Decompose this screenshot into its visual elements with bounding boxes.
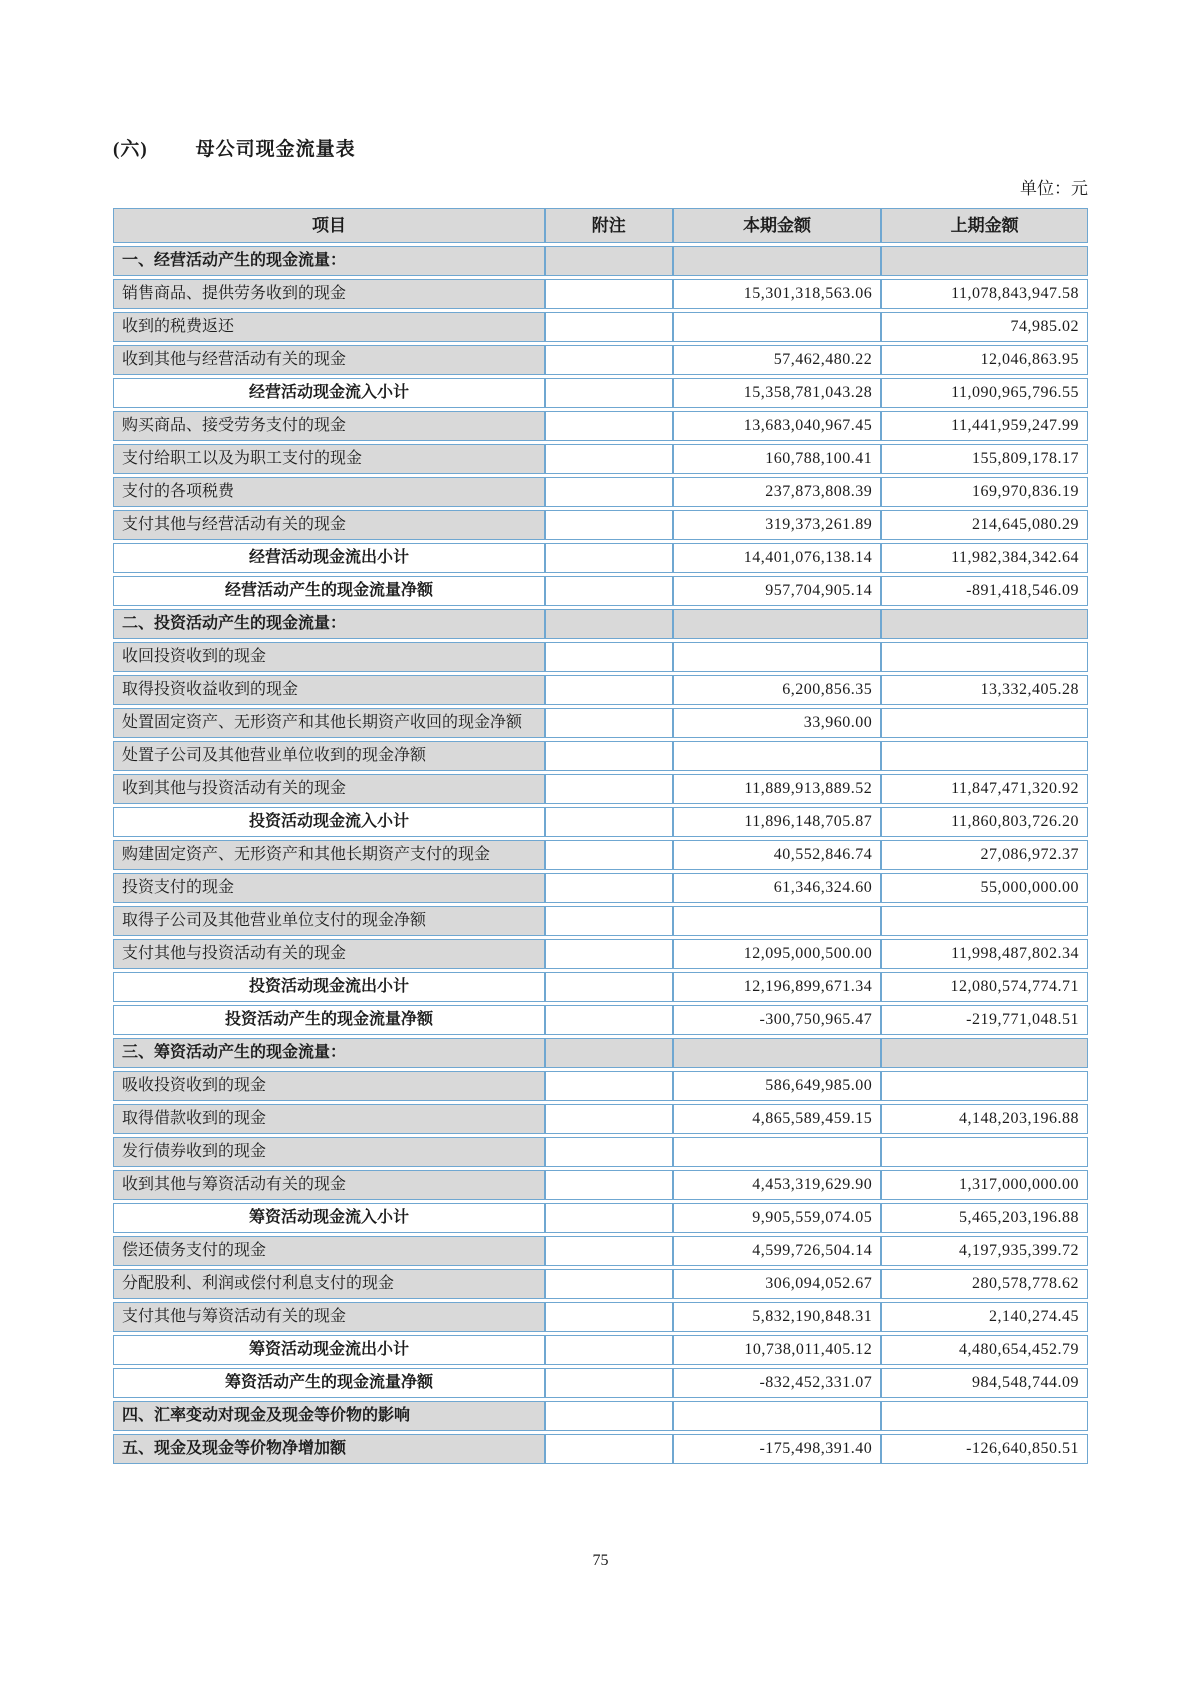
cell-current-amount: 4,599,726,504.14 [673,1236,882,1266]
table-row [113,1005,1088,1035]
cell-prior-amount [881,1038,1088,1068]
cell-current-amount: 160,788,100.41 [673,444,882,474]
cell-current-amount: -300,750,965.47 [673,1005,882,1035]
column-header-0: 项目 [113,208,545,243]
cell-current-amount: 586,649,985.00 [673,1071,882,1101]
cell-prior-amount: 2,140,274.45 [881,1302,1088,1332]
cell-current-amount: -832,452,331.07 [673,1368,882,1398]
table-row [113,840,1088,870]
cell-current-amount [673,741,882,771]
cell-prior-amount: 280,578,778.62 [881,1269,1088,1299]
table-row [113,1269,1088,1299]
cell-prior-amount [881,708,1088,738]
cell-prior-amount: 27,086,972.37 [881,840,1088,870]
table-row [113,774,1088,804]
cell-item-label: 投资活动现金流出小计 [113,972,545,1002]
cell-item-label: 投资活动产生的现金流量净额 [113,1005,545,1035]
cell-note [545,774,673,804]
cell-item-label: 投资支付的现金 [113,873,545,903]
table-row [113,1401,1088,1431]
cell-item-label: 收到的税费返还 [113,312,545,342]
cell-prior-amount: 5,465,203,196.88 [881,1203,1088,1233]
cell-current-amount [673,1137,882,1167]
cell-current-amount: 14,401,076,138.14 [673,543,882,573]
cell-current-amount: 11,896,148,705.87 [673,807,882,837]
cell-item-label: 购建固定资产、无形资产和其他长期资产支付的现金 [113,840,545,870]
cell-prior-amount: 11,441,959,247.99 [881,411,1088,441]
cell-prior-amount: 11,998,487,802.34 [881,939,1088,969]
cell-prior-amount: 11,090,965,796.55 [881,378,1088,408]
table-row [113,246,1088,276]
cell-item-label: 发行债券收到的现金 [113,1137,545,1167]
cell-note [545,543,673,573]
cell-current-amount [673,609,882,639]
cell-note [545,312,673,342]
cell-item-label: 处置固定资产、无形资产和其他长期资产收回的现金净额 [113,708,545,738]
title-text: 母公司现金流量表 [195,139,356,160]
cell-prior-amount: -891,418,546.09 [881,576,1088,606]
table-row [113,576,1088,606]
table-row [113,279,1088,309]
cell-prior-amount [881,741,1088,771]
cell-item-label: 收到其他与筹资活动有关的现金 [113,1170,545,1200]
cell-note [545,1302,673,1332]
cell-item-label: 二、投资活动产生的现金流量： [113,609,545,639]
cell-item-label: 支付其他与筹资活动有关的现金 [113,1302,545,1332]
cell-prior-amount: 12,080,574,774.71 [881,972,1088,1002]
table-row [113,807,1088,837]
table-row [113,345,1088,375]
cell-prior-amount: 11,078,843,947.58 [881,279,1088,309]
cell-note [545,1434,673,1464]
table-row [113,609,1088,639]
cell-current-amount: 40,552,846.74 [673,840,882,870]
cell-item-label: 筹资活动现金流入小计 [113,1203,545,1233]
cell-prior-amount: 984,548,744.09 [881,1368,1088,1398]
table-row [113,675,1088,705]
table-row [113,411,1088,441]
cell-note [545,1236,673,1266]
table-row [113,543,1088,573]
cell-note [545,873,673,903]
cell-item-label: 收到其他与经营活动有关的现金 [113,345,545,375]
cell-item-label: 经营活动现金流出小计 [113,543,545,573]
table-row [113,708,1088,738]
cell-note [545,576,673,606]
cell-item-label: 偿还债务支付的现金 [113,1236,545,1266]
cell-item-label: 筹资活动现金流出小计 [113,1335,545,1365]
table-row [113,873,1088,903]
cell-prior-amount [881,1401,1088,1431]
cell-current-amount: 12,095,000,500.00 [673,939,882,969]
cell-item-label: 取得借款收到的现金 [113,1104,545,1134]
unit-label: 单位：元 [1020,179,1088,198]
cell-note [545,1335,673,1365]
table-row [113,1170,1088,1200]
cell-prior-amount [881,246,1088,276]
cash-flow-table [113,205,1088,1467]
cell-item-label: 投资活动现金流入小计 [113,807,545,837]
cell-item-label: 处置子公司及其他营业单位收到的现金净额 [113,741,545,771]
cell-prior-amount: 169,970,836.19 [881,477,1088,507]
cell-note [545,345,673,375]
cell-current-amount: 4,453,319,629.90 [673,1170,882,1200]
cell-current-amount: 12,196,899,671.34 [673,972,882,1002]
cell-prior-amount: 11,860,803,726.20 [881,807,1088,837]
cell-note [545,840,673,870]
cell-note [545,1137,673,1167]
cell-item-label: 分配股利、利润或偿付利息支付的现金 [113,1269,545,1299]
cell-note [545,411,673,441]
cell-prior-amount [881,1071,1088,1101]
cell-note [545,279,673,309]
cell-current-amount [673,906,882,936]
cell-note [545,246,673,276]
cell-current-amount [673,1038,882,1068]
cell-prior-amount: 4,197,935,399.72 [881,1236,1088,1266]
cell-prior-amount [881,609,1088,639]
cell-note [545,972,673,1002]
table-row [113,642,1088,672]
cell-note [545,444,673,474]
cell-note [545,675,673,705]
cell-current-amount: 5,832,190,848.31 [673,1302,882,1332]
cell-prior-amount: 11,982,384,342.64 [881,543,1088,573]
cell-note [545,1038,673,1068]
cell-prior-amount: 13,332,405.28 [881,675,1088,705]
table-row [113,510,1088,540]
table-row [113,1104,1088,1134]
cell-item-label: 经营活动产生的现金流量净额 [113,576,545,606]
cell-note [545,939,673,969]
table-row [113,741,1088,771]
cell-prior-amount: 55,000,000.00 [881,873,1088,903]
cell-current-amount: 10,738,011,405.12 [673,1335,882,1365]
column-header-2: 本期金额 [673,208,882,243]
cell-note [545,642,673,672]
cell-current-amount: 57,462,480.22 [673,345,882,375]
cell-item-label: 一、经营活动产生的现金流量： [113,246,545,276]
table-row [113,1335,1088,1365]
cell-item-label: 经营活动现金流入小计 [113,378,545,408]
cell-prior-amount: 12,046,863.95 [881,345,1088,375]
table-row [113,1203,1088,1233]
table-row [113,312,1088,342]
cell-note [545,807,673,837]
cell-current-amount: 13,683,040,967.45 [673,411,882,441]
cell-current-amount: 33,960.00 [673,708,882,738]
table-row [113,972,1088,1002]
table-row [113,1434,1088,1464]
cell-prior-amount [881,642,1088,672]
cell-item-label: 四、汇率变动对现金及现金等价物的影响 [113,1401,545,1431]
table-row [113,444,1088,474]
cell-current-amount: 9,905,559,074.05 [673,1203,882,1233]
cell-item-label: 支付其他与投资活动有关的现金 [113,939,545,969]
cell-current-amount: 6,200,856.35 [673,675,882,705]
cell-item-label: 支付其他与经营活动有关的现金 [113,510,545,540]
cell-note [545,609,673,639]
cell-current-amount [673,642,882,672]
cell-current-amount: 957,704,905.14 [673,576,882,606]
cell-note [545,1401,673,1431]
cell-note [545,1170,673,1200]
cell-item-label: 购买商品、接受劳务支付的现金 [113,411,545,441]
cell-item-label: 吸收投资收到的现金 [113,1071,545,1101]
cell-note [545,1071,673,1101]
column-header-3: 上期金额 [881,208,1088,243]
table-row [113,1236,1088,1266]
table-row [113,1038,1088,1068]
cell-prior-amount: 4,480,654,452.79 [881,1335,1088,1365]
header-row [113,208,1088,243]
cell-note [545,1104,673,1134]
cell-item-label: 收回投资收到的现金 [113,642,545,672]
cell-prior-amount: 11,847,471,320.92 [881,774,1088,804]
cell-current-amount [673,312,882,342]
cell-note [545,1005,673,1035]
cell-item-label: 三、筹资活动产生的现金流量： [113,1038,545,1068]
cell-prior-amount: -126,640,850.51 [881,1434,1088,1464]
table-row [113,1302,1088,1332]
cell-current-amount: 4,865,589,459.15 [673,1104,882,1134]
table-row [113,1368,1088,1398]
cell-prior-amount: 214,645,080.29 [881,510,1088,540]
cell-current-amount [673,246,882,276]
cell-current-amount: 319,373,261.89 [673,510,882,540]
cell-prior-amount [881,906,1088,936]
column-header-1: 附注 [545,208,673,243]
page-title [113,134,356,161]
cell-note [545,477,673,507]
section-number-label: (六) [113,139,148,160]
cell-item-label: 筹资活动产生的现金流量净额 [113,1368,545,1398]
cell-note [545,1203,673,1233]
cell-note [545,708,673,738]
table-row [113,939,1088,969]
cell-note [545,378,673,408]
table-row [113,477,1088,507]
cell-note [545,741,673,771]
cell-item-label: 取得子公司及其他营业单位支付的现金净额 [113,906,545,936]
cell-note [545,1269,673,1299]
cell-current-amount: 15,358,781,043.28 [673,378,882,408]
cell-current-amount: 306,094,052.67 [673,1269,882,1299]
cell-prior-amount: 74,985.02 [881,312,1088,342]
cell-item-label: 支付的各项税费 [113,477,545,507]
cell-current-amount: 237,873,808.39 [673,477,882,507]
cell-prior-amount: -219,771,048.51 [881,1005,1088,1035]
cell-current-amount [673,1401,882,1431]
cell-prior-amount: 1,317,000,000.00 [881,1170,1088,1200]
cell-item-label: 支付给职工以及为职工支付的现金 [113,444,545,474]
cell-prior-amount: 155,809,178.17 [881,444,1088,474]
cell-current-amount: 61,346,324.60 [673,873,882,903]
cell-note [545,1368,673,1398]
table-row [113,378,1088,408]
cell-note [545,510,673,540]
cell-prior-amount [881,1137,1088,1167]
table-row [113,1137,1088,1167]
cell-item-label: 五、现金及现金等价物净增加额 [113,1434,545,1464]
cell-prior-amount: 4,148,203,196.88 [881,1104,1088,1134]
cell-note [545,906,673,936]
page-number: 75 [592,1552,609,1569]
cell-current-amount: -175,498,391.40 [673,1434,882,1464]
cell-item-label: 取得投资收益收到的现金 [113,675,545,705]
table-row [113,1071,1088,1101]
cell-item-label: 收到其他与投资活动有关的现金 [113,774,545,804]
cell-current-amount: 15,301,318,563.06 [673,279,882,309]
table-row [113,906,1088,936]
cell-current-amount: 11,889,913,889.52 [673,774,882,804]
cell-item-label: 销售商品、提供劳务收到的现金 [113,279,545,309]
